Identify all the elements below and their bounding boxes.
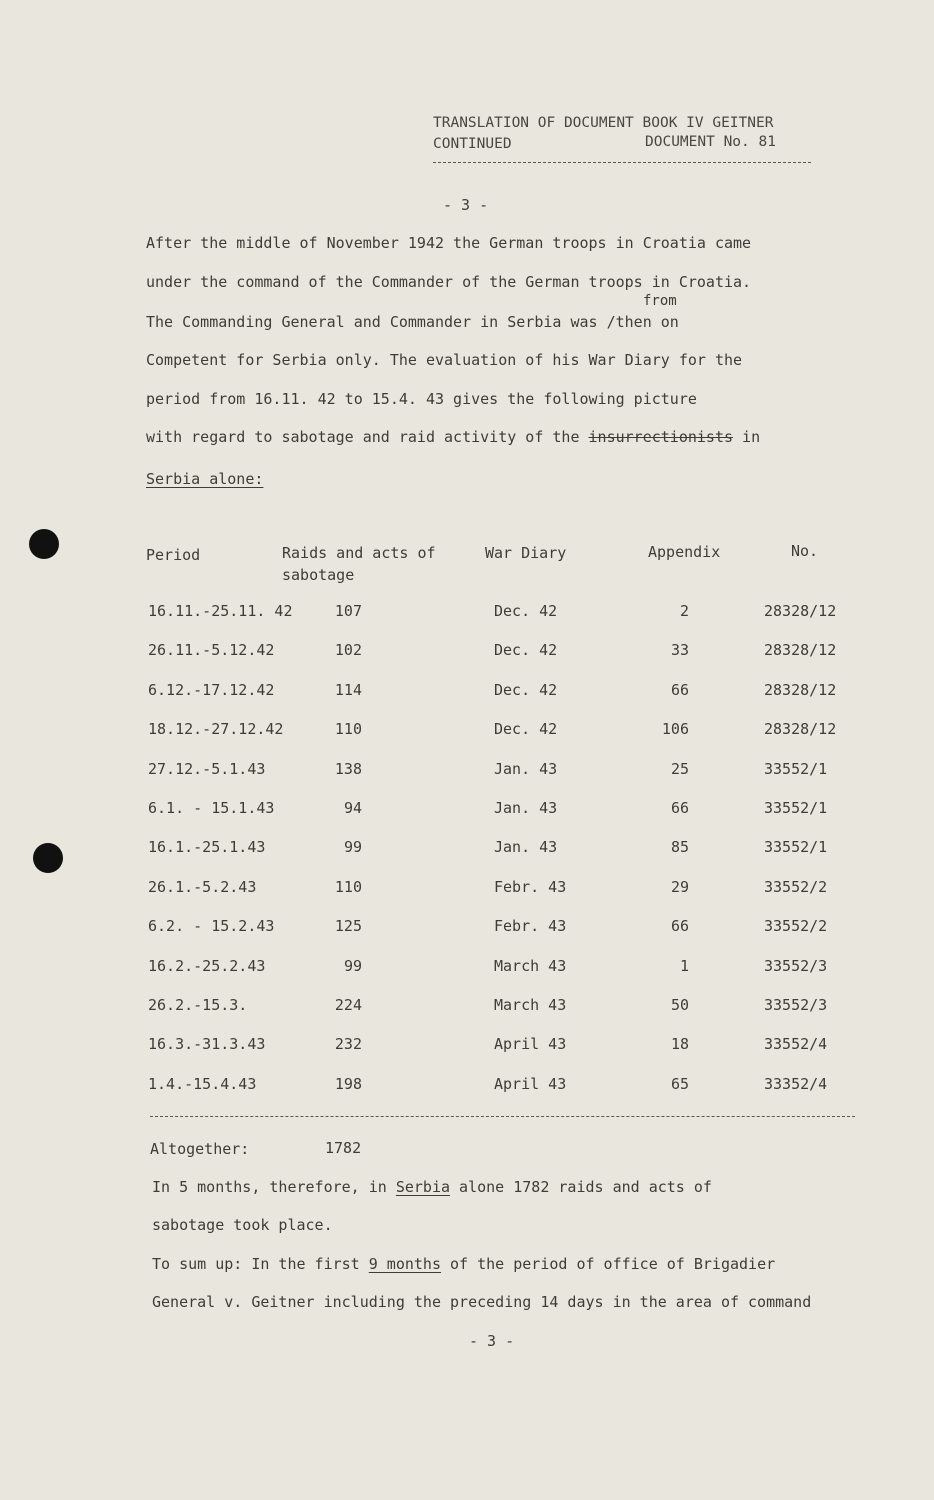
col-header-raids: Raids and acts of [282,544,436,562]
cell-appendix: 66 [670,799,689,817]
cell-period: 26.11.-5.12.42 [148,641,275,659]
paragraph-line-3-text: The Commanding General and Commander in Serbia was [146,313,598,331]
col-header-appendix: Appendix [648,543,721,561]
cell-raids: 110 [334,720,362,738]
paragraph-line-4: Competent for Serbia only. The evaluation of his War Diary for the [146,351,743,369]
paragraph-line-6 [146,428,760,446]
closing-line-3-post: of the period of office of Brigadier [441,1255,776,1273]
cell-appendix: 25 [670,760,689,778]
header-document-number: DOCUMENT No. 81 [645,134,776,150]
cell-diary: Dec. 42 [494,602,558,620]
cell-period: 6.1. - 15.1.43 [148,799,275,817]
cell-no: 28328/12 [764,720,837,738]
paragraph-insert-from: from [643,293,677,309]
cell-raids: 94 [343,799,362,817]
closing-line-1-underlined: Serbia [395,1178,451,1196]
cell-raids: 99 [343,957,362,975]
cell-period: 16.3.-31.3.43 [148,1035,266,1053]
header-title: TRANSLATION OF DOCUMENT BOOK IV GEITNER [433,115,774,131]
closing-line-1-post: alone 1782 raids and acts of [450,1178,712,1196]
insertion-slash: / [597,313,616,331]
cell-no: 33552/2 [764,917,828,935]
col-header-period: Period [146,546,201,564]
cell-appendix: 106 [661,720,689,738]
cell-diary: Jan. 43 [494,838,558,856]
header-rule [433,162,811,163]
cell-no: 28328/12 [764,681,837,699]
cell-no: 28328/12 [764,641,837,659]
cell-raids: 99 [343,838,362,856]
cell-appendix: 18 [670,1035,689,1053]
total-value: 1782 [325,1139,362,1157]
cell-no: 33352/4 [764,1075,828,1093]
total-label: Altogether: [150,1140,250,1158]
cell-period: 27.12.-5.1.43 [148,760,266,778]
cell-no: 33552/1 [764,838,828,856]
cell-diary: Jan. 43 [494,760,558,778]
cell-diary: Febr. 43 [494,878,567,896]
cell-no: 28328/12 [764,602,837,620]
cell-raids: 138 [334,760,362,778]
cell-period: 6.12.-17.12.42 [148,681,275,699]
cell-diary: March 43 [494,996,567,1014]
cell-appendix: 50 [670,996,689,1014]
cell-period: 16.1.-25.1.43 [148,838,266,856]
cell-period: 26.1.-5.2.43 [148,878,257,896]
closing-line-4: General v. Geitner including the preceding 14 days in the area of command [152,1293,812,1311]
cell-diary: March 43 [494,957,567,975]
cell-diary: Dec. 42 [494,641,558,659]
paragraph-line-3 [146,313,679,331]
cell-period: 26.2.-15.3. [148,996,248,1014]
cell-no: 33552/1 [764,760,828,778]
cell-raids: 114 [334,681,362,699]
closing-line-1 [152,1178,712,1196]
cell-diary: Dec. 42 [494,720,558,738]
paragraph-line-2: under the command of the Commander of the German troops in Croatia. [146,273,752,291]
cell-no: 33552/2 [764,878,828,896]
cell-no: 33552/3 [764,957,828,975]
paragraph-line-1: After the middle of November 1942 the German troops in Croatia came [146,234,752,252]
col-header-diary: War Diary [485,544,567,562]
cell-appendix: 66 [670,681,689,699]
cell-raids: 102 [334,641,362,659]
cell-period: 18.12.-27.12.42 [148,720,284,738]
cell-appendix: 33 [670,641,689,659]
paragraph-line-6-text: with regard to sabotage and raid activity of the [146,428,580,446]
closing-line-3-underlined: 9 months [368,1255,441,1273]
cell-raids: 107 [334,602,362,620]
cell-raids: 198 [334,1075,362,1093]
paragraph-line-3-tail: then on [615,313,679,331]
paragraph-line-7: Serbia alone: [146,470,264,488]
cell-diary: Jan. 43 [494,799,558,817]
cell-diary: Dec. 42 [494,681,558,699]
page-number-top: - 3 - [443,196,489,214]
table-bottom-rule [150,1116,855,1117]
closing-line-2: sabotage took place. [152,1216,333,1234]
cell-appendix: 65 [670,1075,689,1093]
cell-appendix: 1 [679,957,689,975]
closing-line-3 [152,1255,775,1273]
cell-no: 33552/4 [764,1035,828,1053]
cell-no: 33552/3 [764,996,828,1014]
closing-line-1-pre: In 5 months, therefore, in [152,1178,396,1196]
page-number-bottom: - 3 - [469,1332,515,1350]
cell-appendix: 85 [670,838,689,856]
col-header-no: No. [791,542,819,560]
punch-hole-top [29,529,59,559]
cell-period: 1.4.-15.4.43 [148,1075,257,1093]
col-header-raids-2: sabotage [282,566,355,584]
cell-diary: April 43 [494,1035,567,1053]
cell-raids: 232 [334,1035,362,1053]
cell-no: 33552/1 [764,799,828,817]
struck-word: insurrectionists [588,428,734,446]
cell-period: 16.2.-25.2.43 [148,957,266,975]
punch-hole-bottom [33,843,63,873]
cell-diary: Febr. 43 [494,917,567,935]
header-continued: CONTINUED [433,136,512,152]
cell-diary: April 43 [494,1075,567,1093]
cell-raids: 125 [334,917,362,935]
cell-appendix: 2 [679,602,689,620]
cell-period: 16.11.-25.11. 42 [148,602,293,620]
paragraph-line-5: period from 16.11. 42 to 15.4. 43 gives the following picture [146,390,697,408]
cell-period: 6.2. - 15.2.43 [148,917,275,935]
cell-appendix: 29 [670,878,689,896]
cell-raids: 110 [334,878,362,896]
closing-line-3-pre: To sum up: In the first [152,1255,369,1273]
cell-appendix: 66 [670,917,689,935]
cell-raids: 224 [334,996,362,1014]
paragraph-line-6-tail: in [742,428,761,446]
